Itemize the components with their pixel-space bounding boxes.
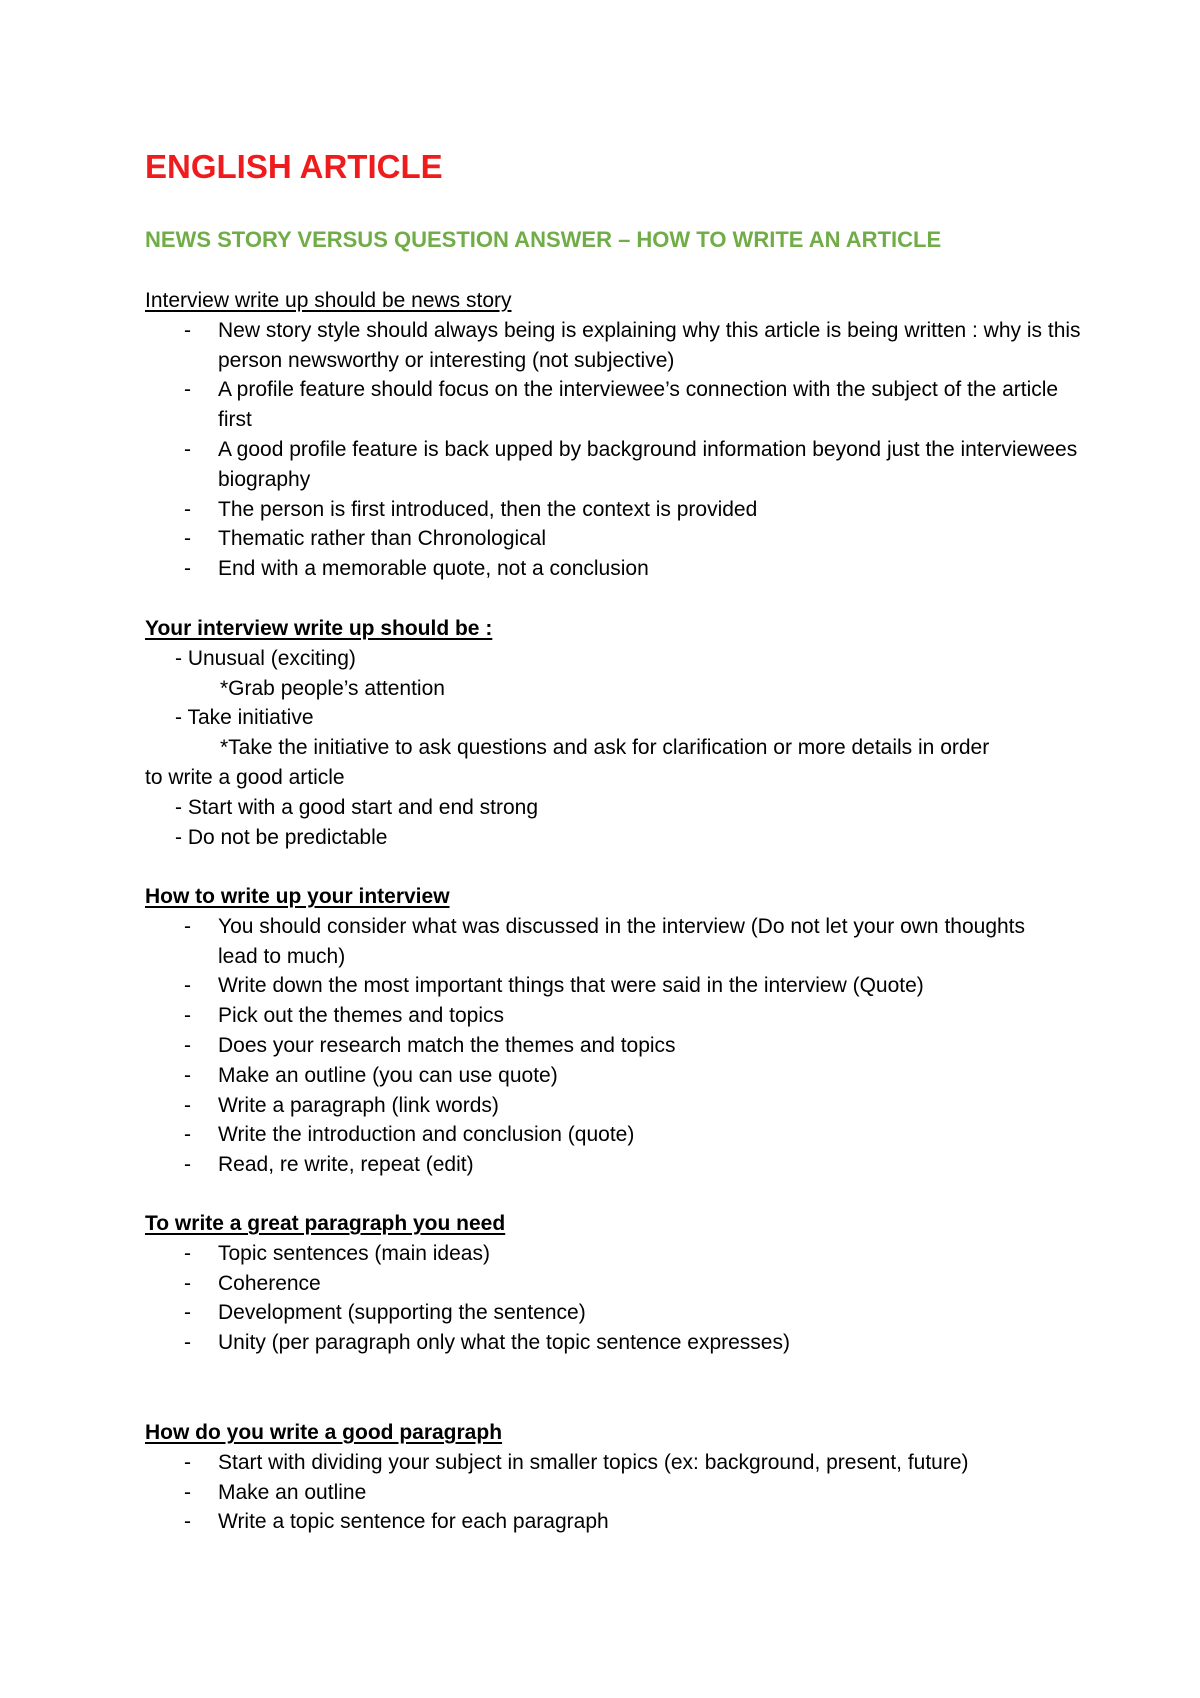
list-item-text: Unity (per paragraph only what the topic sentence expresses) xyxy=(218,1331,790,1355)
list-item xyxy=(145,524,1085,554)
section-should-be xyxy=(145,614,1095,852)
dash-bullet: - xyxy=(184,318,191,342)
text-line: - Start with a good start and end strong xyxy=(175,795,539,819)
dash-bullet: - xyxy=(184,1510,191,1534)
dash-bullet: - xyxy=(184,1063,191,1087)
list-item-text: Thematic rather than Chronological xyxy=(218,527,547,551)
section-heading: To write a great paragraph you need xyxy=(145,1212,506,1235)
list-item-text: Coherence xyxy=(218,1271,321,1295)
list-item-text: A good profile feature is back upped by background information beyond just the interviewees biography xyxy=(218,437,1078,491)
list-item-text: Pick out the themes and topics xyxy=(218,1004,504,1028)
section-good-paragraph xyxy=(145,1418,1095,1537)
dash-bullet: - xyxy=(184,1093,191,1117)
dash-bullet: - xyxy=(184,437,191,461)
list-item-text: The person is first introduced, then the context is provided xyxy=(218,497,758,521)
list-item xyxy=(145,1091,1025,1121)
dash-bullet: - xyxy=(184,1301,191,1325)
text-line: - Take initiative xyxy=(175,706,314,730)
document-subtitle: NEWS STORY VERSUS QUESTION ANSWER – HOW TO WRITE AN ARTICLE xyxy=(145,227,942,252)
section-great-paragraph xyxy=(145,1209,1095,1358)
dash-bullet: - xyxy=(184,1153,191,1177)
bullet-list xyxy=(145,1448,1095,1537)
text-line: *Take the initiative to ask questions and ask for clarification or more details in order xyxy=(220,736,990,760)
bullet-list xyxy=(145,316,1085,584)
list-item xyxy=(145,1448,1095,1478)
dash-bullet: - xyxy=(184,974,191,998)
list-item xyxy=(145,1507,1095,1537)
bullet-list xyxy=(145,912,1025,1180)
list-item-text: Development (supporting the sentence) xyxy=(218,1301,586,1325)
dash-bullet: - xyxy=(184,527,191,551)
list-item-text: Topic sentences (main ideas) xyxy=(218,1241,490,1265)
list-item-text: Start with dividing your subject in smaller topics (ex: background, present, future) xyxy=(218,1450,969,1474)
list-item-text: End with a memorable quote, not a conclusion xyxy=(218,557,649,581)
list-item-text: You should consider what was discussed in the interview (Do not let your own thoughts lead to much) xyxy=(218,914,1026,968)
list-item-text: Write a paragraph (link words) xyxy=(218,1093,499,1117)
list-item-text: New story style should always being is explaining why this article is being written : why is this person newsworthy or interesting (not subjective) xyxy=(218,318,1081,372)
dash-bullet: - xyxy=(184,1033,191,1057)
section-news-story xyxy=(145,286,1085,584)
dash-bullet: - xyxy=(184,1123,191,1147)
dash-bullet: - xyxy=(184,1271,191,1295)
list-item xyxy=(145,435,1085,495)
list-item-text: Make an outline xyxy=(218,1480,367,1504)
section-heading: Your interview write up should be : xyxy=(145,617,493,640)
list-item xyxy=(145,1478,1095,1508)
dash-bullet: - xyxy=(184,497,191,521)
list-item xyxy=(145,375,1085,435)
dash-bullet: - xyxy=(184,378,191,402)
dash-bullet: - xyxy=(184,557,191,581)
text-line: - Do not be predictable xyxy=(175,825,388,849)
dash-bullet: - xyxy=(184,1241,191,1265)
dash-bullet: - xyxy=(184,1450,191,1474)
list-item-text: Write down the most important things that were said in the interview (Quote) xyxy=(218,974,924,998)
dash-bullet: - xyxy=(184,1004,191,1028)
list-item xyxy=(145,1298,1095,1328)
list-item-text: Does your research match the themes and topics xyxy=(218,1033,676,1057)
dash-bullet: - xyxy=(184,1480,191,1504)
dash-bullet: - xyxy=(184,914,191,938)
list-item xyxy=(145,495,1085,525)
list-item xyxy=(145,971,1025,1001)
text-line: *Grab people’s attention xyxy=(220,676,445,700)
list-item xyxy=(145,1269,1095,1299)
list-item xyxy=(145,1001,1025,1031)
section-heading: Interview write up should be news story xyxy=(145,289,512,312)
bullet-list xyxy=(145,1239,1095,1358)
list-item xyxy=(145,316,1085,376)
list-item-text: Write a topic sentence for each paragraph xyxy=(218,1510,609,1534)
list-item-text: Read, re write, repeat (edit) xyxy=(218,1153,474,1177)
list-item xyxy=(145,1239,1095,1269)
list-item xyxy=(145,1061,1025,1091)
text-line: - Unusual (exciting) xyxy=(175,646,356,670)
list-item xyxy=(145,912,1025,972)
list-item xyxy=(145,1150,1025,1180)
list-item-text: Make an outline (you can use quote) xyxy=(218,1063,558,1087)
list-item xyxy=(145,1120,1025,1150)
section-heading: How do you write a good paragraph xyxy=(145,1421,503,1444)
document-title: ENGLISH ARTICLE xyxy=(145,148,443,185)
text-line: to write a good article xyxy=(145,765,345,789)
list-item xyxy=(145,554,1085,584)
section-heading: How to write up your interview xyxy=(145,885,450,908)
section-how-to-write-up xyxy=(145,882,1025,1180)
dash-bullet: - xyxy=(184,1331,191,1355)
list-item-text: A profile feature should focus on the interviewee’s connection with the subject of the article first xyxy=(218,378,1059,432)
list-item xyxy=(145,1031,1025,1061)
list-item xyxy=(145,1328,1095,1358)
list-item-text: Write the introduction and conclusion (quote) xyxy=(218,1123,635,1147)
